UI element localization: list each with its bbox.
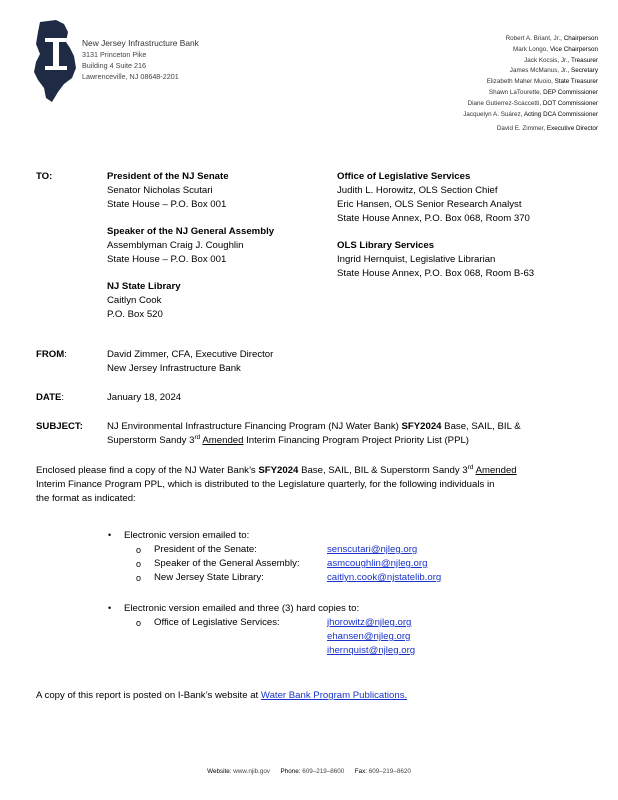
address-line: Building 4 Suite 216 [82, 61, 146, 70]
email-link[interactable]: senscutari@njleg.org [327, 544, 418, 555]
recipient-heading: OLS Library Services [337, 240, 435, 251]
publications-link[interactable]: Water Bank Program Publications. [260, 690, 408, 701]
recipient-line: Senator Nicholas Scutari [107, 185, 213, 196]
to-label: TO: [36, 171, 53, 182]
recipient-line: Caitlyn Cook [107, 295, 162, 306]
recipients-left [107, 170, 327, 322]
website-value: www.njib.gov [231, 768, 271, 775]
recipient-heading: NJ State Library [107, 281, 181, 292]
from-line: David Zimmer, CFA, Executive Director [107, 349, 274, 360]
email-row [108, 543, 588, 557]
email-link[interactable]: ihernquist@njleg.org [327, 645, 416, 656]
recipient-ols-library [337, 239, 597, 281]
date-value: January 18, 2024 [107, 392, 182, 403]
email-link[interactable]: jhorowitz@njleg.org [327, 617, 412, 628]
organization-name: New Jersey Infrastructure Bank [82, 38, 199, 48]
recipient-line: Judith L. Horowitz, OLS Section Chief [337, 185, 498, 196]
distribution-group-2 [108, 601, 588, 658]
nj-map-logo [30, 18, 82, 106]
subject-label: SUBJECT: [36, 421, 83, 432]
from-block [107, 348, 273, 376]
board-members [463, 34, 598, 135]
body-line: Enclosed please find a copy of the NJ Water Bank’s SFY2024 Base, SAIL, BIL & Superstorm Sandy 3rd Amended [36, 463, 517, 476]
organization-address [82, 38, 199, 82]
from-label: FROM: [36, 349, 67, 360]
board-member: Elizabeth Maher Muoio, State Treasurer [486, 78, 598, 86]
recipient-label: President of the Senate: [154, 544, 257, 555]
circle-bullet-icon: o [136, 545, 142, 555]
email-link[interactable]: caitlyn.cook@njstatelib.org [327, 572, 442, 583]
email-row [108, 644, 588, 658]
phone-label: Phone: [280, 768, 301, 775]
body-line: the format as indicated: [36, 493, 136, 504]
email-row [108, 616, 588, 630]
fax-value: 609–219–8620 [367, 768, 411, 775]
recipient-line: Ingrid Hernquist, Legislative Librarian [337, 254, 496, 265]
board-member: Jack Kocsis, Jr., Treasurer [524, 56, 598, 64]
circle-bullet-icon: o [136, 573, 142, 583]
website-label: Website: [207, 768, 232, 775]
date-label: DATE: [36, 392, 65, 403]
board-member: James McManus, Jr., Secretary [509, 67, 598, 75]
board-member: Jacquelyn A. Suárez, Acting DCA Commissioner [463, 110, 598, 118]
closing-line: A copy of this report is posted on I-Bank’s website at Water Bank Program Publications. [36, 690, 408, 701]
recipient-heading: President of the NJ Senate [107, 171, 229, 182]
recipient-line: State House Annex, P.O. Box 068, Room B-63 [337, 268, 535, 279]
recipient-line: P.O. Box 520 [107, 309, 163, 320]
recipient-heading: Office of Legislative Services [337, 171, 471, 182]
recipient-line: State House Annex, P.O. Box 068, Room 370 [337, 213, 530, 224]
bullet-item: • Electronic version emailed to: [108, 530, 250, 541]
recipient-senate [107, 170, 327, 212]
board-member: Diane Gutierrez-Scaccetti, DOT Commissioner [467, 99, 598, 107]
bullet-item: • Electronic version emailed and three (3) hard copies to: [108, 603, 360, 614]
executive-director: David E. Zimmer, Executive Director [496, 125, 598, 133]
fax-label: Fax: [354, 768, 368, 775]
subject-line: Superstorm Sandy 3rd Amended Interim Financing Program Project Priority List (PPL) [107, 433, 469, 446]
recipient-line: Assemblyman Craig J. Coughlin [107, 240, 244, 251]
email-row [108, 557, 588, 571]
recipient-label: Speaker of the General Assembly: [154, 558, 300, 569]
circle-bullet-icon: o [136, 559, 142, 569]
body-paragraph [36, 464, 598, 506]
recipient-heading: Speaker of the NJ General Assembly [107, 226, 275, 237]
email-row [108, 571, 588, 585]
board-member: Shawn LaTourette, DEP Commissioner [488, 88, 598, 96]
recipient-line: State House – P.O. Box 001 [107, 254, 227, 265]
recipient-label: Office of Legislative Services: [154, 617, 280, 628]
email-row [108, 630, 588, 644]
recipients-right [337, 170, 597, 281]
recipient-label: New Jersey State Library: [154, 572, 264, 583]
bullet-icon: • [108, 603, 112, 613]
phone-value: 609–219–8600 [300, 768, 345, 775]
from-line: New Jersey Infrastructure Bank [107, 363, 241, 374]
email-link[interactable]: asmcoughlin@njleg.org [327, 558, 428, 569]
address-line: Lawrenceville, NJ 08648-2201 [82, 72, 179, 81]
recipient-line: State House – P.O. Box 001 [107, 199, 227, 210]
recipient-library [107, 280, 327, 322]
nj-state-logo-icon [30, 18, 82, 106]
address-line: 3131 Princeton Pike [82, 50, 147, 59]
board-member: Mark Longo, Vice Chairperson [513, 45, 598, 53]
recipient-assembly [107, 225, 327, 267]
circle-bullet-icon: o [136, 618, 142, 628]
distribution-group-1 [108, 528, 588, 585]
footer [0, 768, 618, 775]
board-member: Robert A. Briant, Jr., Chairperson [505, 35, 598, 42]
subject-line: NJ Environmental Infrastructure Financing Program (NJ Water Bank) SFY2024 Base, SAIL, BIL & [107, 421, 521, 432]
email-link[interactable]: ehansen@njleg.org [327, 631, 411, 642]
bullet-icon: • [108, 530, 112, 540]
recipient-ols [337, 170, 597, 226]
subject-text [107, 420, 597, 448]
body-line: Interim Finance Program PPL, which is distributed to the Legislature quarterly, for the following individuals in [36, 479, 495, 490]
recipient-line: Eric Hansen, OLS Senior Research Analyst [337, 199, 522, 210]
